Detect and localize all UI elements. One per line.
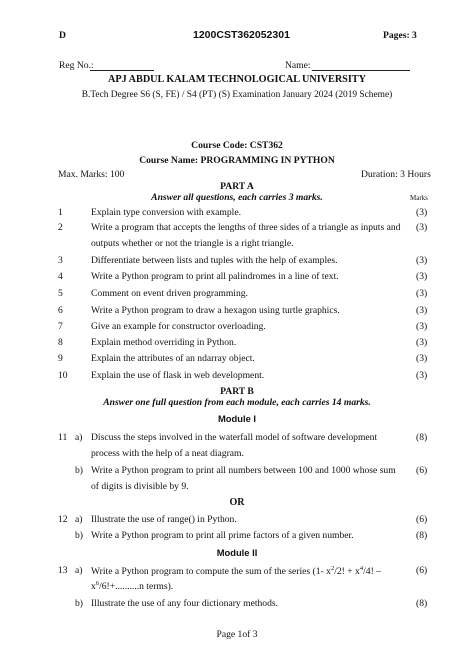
part-a-instruction: Answer all questions, each carries 3 marks. (151, 192, 323, 203)
university-name: APJ ABDUL KALAM TECHNOLOGICAL UNIVERSITY (108, 74, 366, 85)
name-line (312, 70, 410, 71)
question-marks: (6) (416, 565, 428, 576)
question-marks: (3) (416, 255, 428, 266)
reg-label: Reg No.: (59, 60, 94, 71)
question-number: 1 (58, 207, 63, 218)
question-marks: (3) (416, 370, 428, 381)
series-text-x: x (91, 581, 96, 593)
question-marks: (3) (416, 207, 428, 218)
question-marks: (3) (416, 222, 428, 233)
question-number: 13 (58, 565, 68, 576)
question-marks: (3) (416, 305, 428, 316)
question-text: Explain the attributes of an ndarray object. (91, 353, 255, 364)
question-text-continued: outputs whether or not the triangle is a right triangle. (91, 238, 294, 249)
series-text-tail: /6!+..........n terms). (99, 581, 174, 593)
module-2-heading: Module II (216, 547, 258, 558)
question-text: Illustrate the use of any four dictionary methods. (91, 598, 279, 609)
question-text (91, 565, 381, 577)
question-marks: (6) (416, 514, 428, 525)
reg-line (90, 70, 154, 71)
question-text: Illustrate the use of range() in Python. (91, 514, 237, 525)
course-name: Course Name: PROGRAMMING IN PYTHON (139, 155, 335, 166)
subpart-label: a) (75, 432, 83, 443)
question-number: 2 (58, 222, 63, 233)
course-code: Course Code: CST362 (191, 140, 283, 151)
exponent: 4 (359, 565, 364, 572)
question-marks: (8) (416, 432, 428, 443)
marks-header: Marks (410, 194, 428, 202)
question-marks: (8) (416, 530, 428, 541)
paper-id: 1200CST362052301 (193, 29, 290, 41)
subpart-label: a) (75, 565, 83, 576)
question-marks: (8) (416, 598, 428, 609)
question-text-continued: of digits is divisible by 9. (91, 481, 189, 492)
question-text: Explain the use of flask in web development. (91, 370, 265, 381)
question-number: 6 (58, 305, 63, 316)
part-b-title: PART B (220, 386, 254, 397)
max-marks: Max. Marks: 100 (58, 169, 125, 180)
question-text-continued: process with the help of a neat diagram. (91, 448, 244, 459)
question-marks: (3) (416, 353, 428, 364)
question-text-continued (91, 580, 173, 592)
question-text: Explain method overriding in Python. (91, 337, 237, 348)
part-b-instruction: Answer one full question from each module, each carries 14 marks. (103, 397, 371, 408)
question-number: 4 (58, 271, 63, 282)
question-number: 3 (58, 255, 63, 266)
question-text: Comment on event driven programming. (91, 288, 248, 299)
question-text: Discuss the steps involved in the waterfall model of software development (91, 432, 378, 443)
question-text: Explain type conversion with example. (91, 207, 241, 218)
question-marks: (6) (416, 465, 428, 476)
exponent: 2 (330, 565, 335, 572)
subpart-label: b) (75, 598, 83, 609)
module-1-heading: Module I (217, 413, 257, 424)
question-text: Write a Python program to print all prime factors of a given number. (91, 530, 354, 541)
question-text: Write a program that accepts the lengths of three sides of a triangle as inputs and (91, 222, 401, 233)
question-number: 7 (58, 321, 63, 332)
question-marks: (3) (416, 271, 428, 282)
question-marks: (3) (416, 288, 428, 299)
question-marks: (3) (416, 321, 428, 332)
series-text-mid: /2! + x (334, 566, 360, 578)
question-number: 9 (58, 353, 63, 364)
header-code: D (59, 30, 66, 41)
subpart-label: b) (75, 530, 83, 541)
question-text: Differentiate between lists and tuples with the help of examples. (91, 255, 338, 266)
question-number: 10 (58, 370, 68, 381)
subpart-label: b) (75, 465, 83, 476)
subpart-label: a) (75, 514, 83, 525)
question-number: 11 (58, 432, 68, 443)
or-separator: OR (229, 497, 245, 508)
series-text-start: Write a Python program to compute the sum of the series (1- x (91, 566, 331, 578)
part-a-title: PART A (220, 181, 254, 192)
question-number: 12 (58, 514, 68, 525)
question-text: Write a Python program to print all palindromes in a line of text. (91, 271, 339, 282)
question-text: Give an example for constructor overloading. (91, 321, 266, 332)
question-marks: (3) (416, 337, 428, 348)
exam-title: B.Tech Degree S6 (S, FE) / S4 (PT) (S) Examination January 2024 (2019 Scheme) (81, 90, 393, 100)
question-number: 8 (58, 337, 63, 348)
name-label: Name: (285, 60, 311, 71)
duration: Duration: 3 Hours (361, 169, 431, 180)
pages-label: Pages: 3 (383, 30, 417, 41)
page-footer: Page 1of 3 (216, 629, 258, 640)
exponent: 6 (95, 580, 100, 587)
question-text: Write a Python program to draw a hexagon using turtle graphics. (91, 305, 340, 316)
question-number: 5 (58, 288, 63, 299)
series-text-end: /4! – (363, 566, 381, 578)
question-text: Write a Python program to print all numbers between 100 and 1000 whose sum (91, 465, 396, 476)
